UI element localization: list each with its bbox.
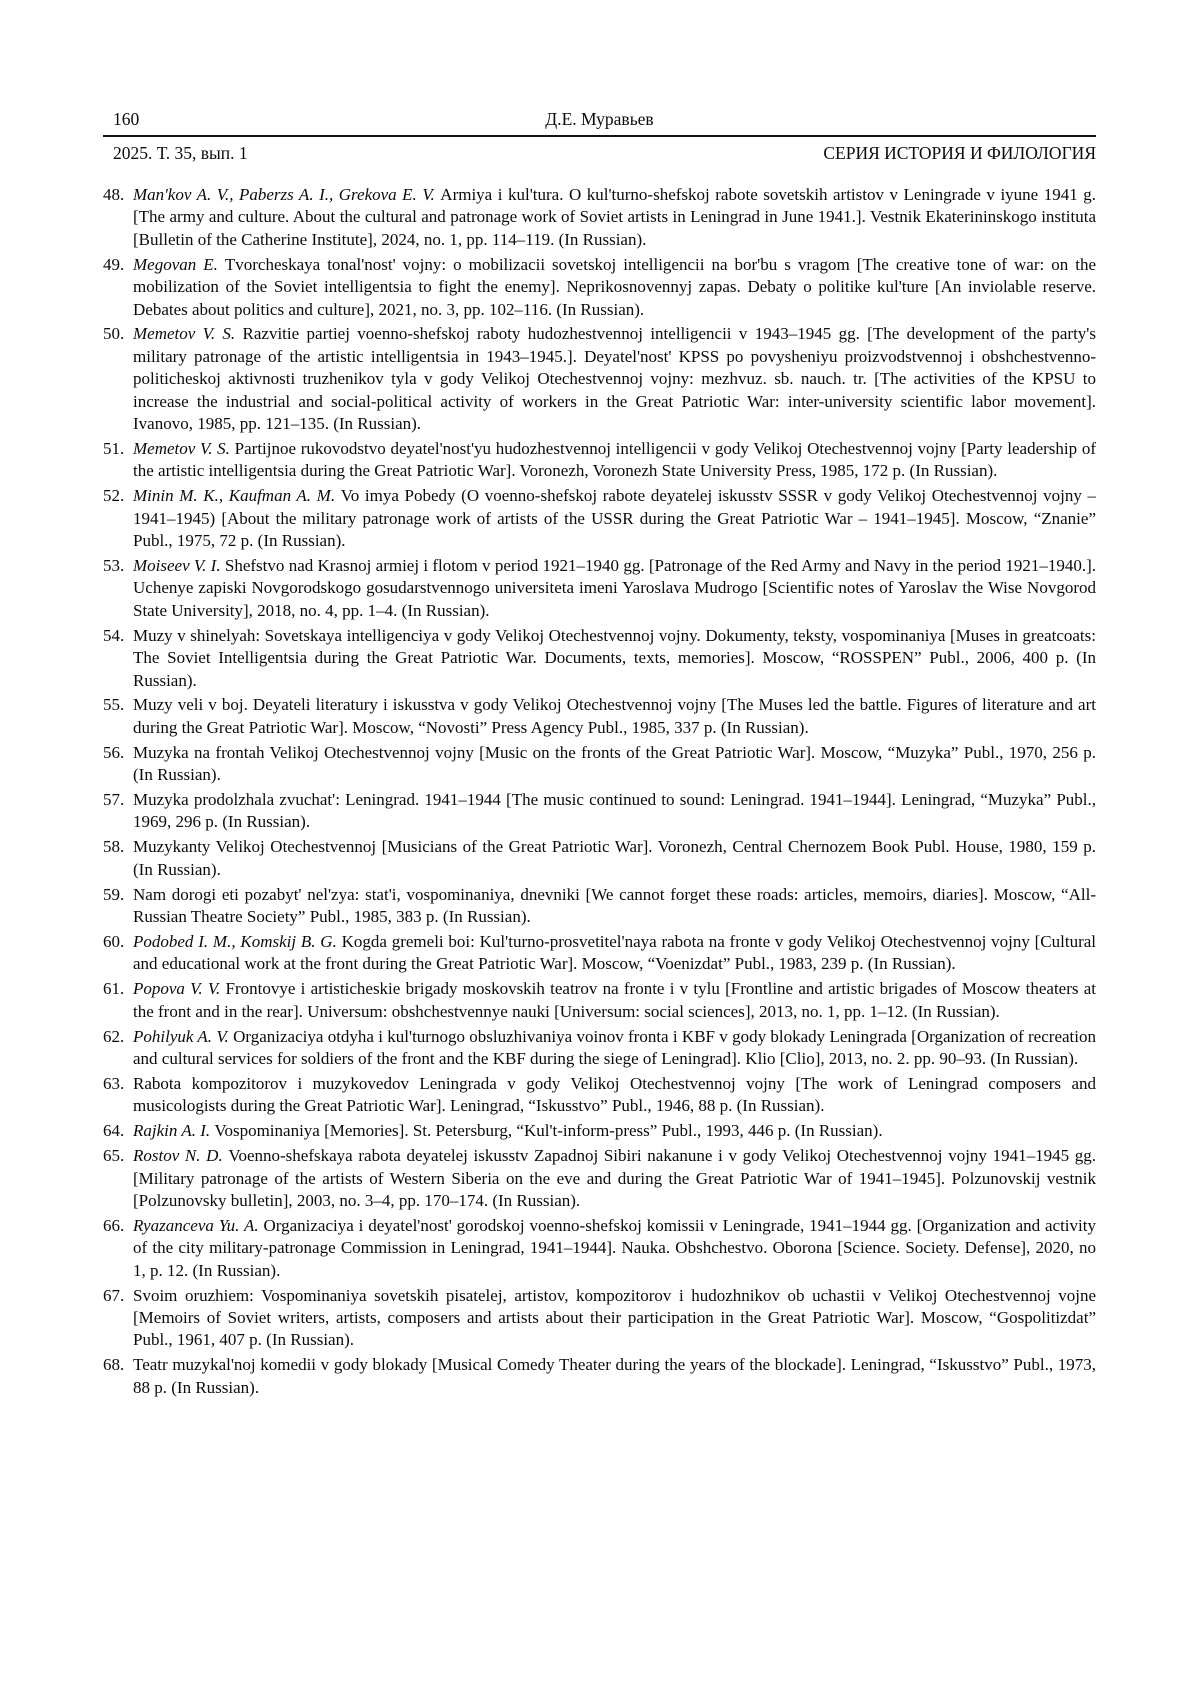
reference-text: Teatr muzykal'noj komedii v gody blokady [Musical Comedy Theater during the years of the blockade]. Leningrad, “Iskusstvo” Publ., 1973, 88 p. (In Russian). — [133, 1355, 1096, 1397]
series-title: СЕРИЯ ИСТОРИЯ И ФИЛОЛОГИЯ — [823, 143, 1096, 163]
reference-number: 65. — [103, 1146, 125, 1166]
running-head-row — [103, 108, 1096, 137]
reference-entry — [103, 836, 1096, 881]
page-number: 160 — [113, 109, 140, 129]
references-list — [103, 184, 1096, 1399]
reference-text: Muzyka na frontah Velikoj Otechestvennoj vojny [Music on the fronts of the Great Patriotic War]. Moscow, “Muzyka” Publ., 1970, 256 p. (In Russian). — [133, 742, 1096, 785]
journal-info-row — [103, 137, 1096, 164]
reference-number: 68. — [103, 1355, 125, 1375]
reference-text: Tvorcheskaya tonal'nost' vojny: o mobilizacii sovetskoj intelligencii na bor'bu s vragom [The creative tone of war: on the mobilization of the Soviet intelligentsia to fight the enemy]. Neprikosnovennyj zapas. Debaty o politike kul'ture [An inviolable reserve. Debates about politics and culture], 2021, no. 3, pp. 102–116. (In Russian). — [133, 254, 1096, 319]
reference-text: Svoim oruzhiem: Vospominaniya sovetskih pisatelej, artistov, kompozitorov i hudozhnikov ob uchastii v Velikoj Otechestvennoj vojne [Memoirs of Soviet writers, artists, composers and artists about their participation in the Great Patriotic War]. Moscow, “Gospolitizdat” Publ., 1961, 407 p. (In Russian). — [133, 1285, 1096, 1350]
reference-entry — [103, 1026, 1096, 1071]
reference-entry — [103, 1215, 1096, 1282]
reference-text: Vo imya Pobedy (O voenno-shefskoj rabote deyatelej iskusstv SSSR v gody Velikoj Otechestvennoj vojny – 1941–1945) [About the military patronage work of artists of the USSR during the Great Patriotic War – 1941–1945]. Moscow, “Znanie” Publ., 1975, 72 p. (In Russian). — [133, 486, 1096, 551]
reference-text: Vospominaniya [Memories]. St. Petersburg, “Kul't-inform-press” Publ., 1993, 446 p. (In Russian). — [214, 1121, 883, 1141]
reference-number: 56. — [103, 742, 125, 762]
running-head-author: Д.Е. Муравьев — [545, 109, 654, 129]
reference-number: 61. — [103, 979, 125, 999]
reference-number: 54. — [103, 625, 125, 645]
reference-text: Nam dorogi eti pozabyt' nel'zya: stat'i, vospominaniya, dnevniki [We cannot forget these roads: articles, memoirs, diaries]. Moscow, “All-Russian Theatre Society” Publ., 1985, 383 p. (In Russian). — [133, 884, 1096, 927]
reference-text: Armiya i kul'tura. O kul'turno-shefskoj rabote sovetskih artistov v Leningrade v iyune 1941 g. [The army and culture. About the cultural and patronage work of Soviet artists in Leningrad in June 1941.]. Vestnik Ekaterininskogo instituta [Bulletin of the Catherine Institute], 2024, no. 1, pp. 114–119. (In Russian). — [133, 185, 1096, 249]
reference-text: Rabota kompozitorov i muzykovedov Leningrada v gody Velikoj Otechestvennoj vojny [The work of Leningrad composers and musicologists during the Great Patriotic War]. Leningrad, “Iskusstvo” Publ., 1946, 88 p. (In Russian). — [133, 1073, 1096, 1116]
reference-text: Organizaciya otdyha i kul'turnogo obsluzhivaniya voinov fronta i KBF v gody blokady Leningrada [Organization of recreation and cultural services for soldiers of the front and the KBF during the siege of Leningrad]. Klio [Clio], 2013, no. 2. pp. 90–93. (In Russian). — [133, 1026, 1096, 1069]
reference-text: Kogda gremeli boi: Kul'turno-prosvetitel'naya rabota na fronte v gody Velikoj Otechestvennoj vojny [Cultural and educational work at the front during the Great Patriotic War]. Moscow, “Voenizdat” Publ., 1983, 239 p. (In Russian). — [133, 932, 1097, 974]
reference-number: 63. — [103, 1073, 125, 1093]
reference-text: Muzykanty Velikoj Otechestvennoj [Musicians of the Great Patriotic War]. Voronezh, Central Chernozem Book Publ. House, 1980, 159 p. (In Russian). — [133, 837, 1096, 879]
reference-authors: Minin M. K., Kaufman A. M. — [133, 486, 341, 506]
reference-entry — [103, 1285, 1096, 1352]
reference-authors: Rajkin A. I. — [133, 1121, 215, 1141]
reference-entry — [103, 1354, 1096, 1399]
reference-authors: Pohilyuk A. V. — [133, 1026, 234, 1046]
reference-number: 62. — [103, 1026, 125, 1046]
reference-number: 58. — [103, 837, 125, 857]
reference-number: 66. — [103, 1215, 125, 1235]
reference-entry — [103, 1073, 1096, 1118]
reference-entry — [103, 254, 1096, 321]
reference-entry — [103, 184, 1096, 251]
page-header — [103, 108, 1096, 164]
reference-number: 64. — [103, 1121, 125, 1141]
reference-authors: Ryazanceva Yu. A. — [133, 1215, 264, 1235]
reference-entry — [103, 485, 1096, 552]
reference-authors: Rostov N. D. — [133, 1146, 229, 1166]
reference-entry — [103, 438, 1096, 483]
reference-authors: Memetov V. S. — [133, 324, 243, 344]
reference-authors: Moiseev V. I. — [133, 556, 225, 575]
reference-text: Shefstvo nad Krasnoj armiej i flotom v period 1921–1940 gg. [Patronage of the Red Army and Navy in the period 1921–1940.]. Uchenye zapiski Novgorodskogo gosudarstvennogo universiteta imeni Yaroslava Mudrogo [Scientific notes of Yaroslav the Wise Novgorod State University], 2018, no. 4, pp. 1–4. (In Russian). — [133, 556, 1096, 620]
reference-number: 48. — [103, 185, 125, 204]
reference-entry — [103, 555, 1096, 622]
reference-text: Muzyka prodolzhala zvuchat': Leningrad. 1941–1944 [The music continued to sound: Leningrad. 1941–1944]. Leningrad, “Muzyka” Publ., 1969, 296 p. (In Russian). — [133, 790, 1096, 832]
reference-entry — [103, 323, 1096, 435]
reference-entry — [103, 978, 1096, 1023]
reference-entry — [103, 742, 1096, 787]
reference-entry — [103, 1120, 1096, 1142]
reference-text: Frontovye i artisticheskie brigady moskovskih teatrov na fronte i v tylu [Frontline and artistic brigades of Moscow theaters at the front and in the rear]. Universum: obshchestvennye nauki [Universum: social sciences], 2013, no. 1, pp. 1–12. (In Russian). — [133, 979, 1096, 1021]
reference-authors: Megovan E. — [133, 254, 225, 274]
reference-entry — [103, 931, 1096, 976]
reference-text: Voenno-shefskaya rabota deyatelej iskusstv Zapadnoj Sibiri nakanune i v gody Velikoj Otechestvennoj vojny 1941–1945 gg. [Military patronage of the artists of Western Siberia on the eve and during the Great Patriotic War of 1941–1945]. Polzunovskij vestnik [Polzunovsky bulletin], 2003, no. 3–4, pp. 170–174. (In Russian). — [133, 1146, 1096, 1210]
reference-authors: Popova V. V. — [133, 979, 226, 999]
reference-entry — [103, 694, 1096, 739]
reference-number: 67. — [103, 1285, 125, 1305]
reference-authors: Man'kov A. V., Paberzs A. I., Grekova E. V. — [133, 185, 441, 204]
volume-issue: 2025. Т. 35, вып. 1 — [113, 143, 248, 163]
reference-entry — [103, 1145, 1096, 1212]
reference-text: Razvitie partiej voenno-shefskoj raboty hudozhestvennoj intelligencii v 1943–1945 gg. [The development of the party's military patronage of the artistic intelligentsia in 1943–1945.]. Deyatel'nost' KPSS po povysheniyu proizvodstvennoj i obshchestvenno-politicheskoj aktivnosti truzhenikov tyla v gody Velikoj Otechestvennoj vojny: mezhvuz. sb. nauch. tr. [The activities of the KPSU to increase the industrial and social-political activity of workers in the Great Patriotic War: inter-university scientific labor movement]. Ivanovo, 1985, pp. 121–135. (In Russian). — [133, 324, 1096, 434]
reference-number: 52. — [103, 486, 125, 506]
reference-entry — [103, 884, 1096, 929]
reference-number: 60. — [103, 932, 125, 951]
reference-entry — [103, 789, 1096, 834]
reference-text: Partijnoe rukovodstvo deyatel'nost'yu hudozhestvennoj intelligencii v gody Velikoj Otechestvennoj vojny [Party leadership of the artistic intelligentsia during the Great Patriotic War]. Voronezh, Voronezh State University Press, 1985, 172 p. (In Russian). — [133, 438, 1096, 481]
reference-authors: Memetov V. S. — [133, 438, 235, 458]
reference-number: 51. — [103, 438, 125, 458]
reference-number: 53. — [103, 556, 125, 575]
reference-number: 55. — [103, 695, 125, 715]
reference-number: 57. — [103, 790, 125, 810]
reference-entry — [103, 625, 1096, 692]
reference-authors: Podobed I. M., Komskij B. G. — [133, 932, 342, 951]
reference-text: Organizaciya i deyatel'nost' gorodskoj voenno-shefskoj komissii v Leningrade, 1941–1944 gg. [Organization and activity of the city military-patronage Commission in Leningrad, 1941–1944]. Nauka. Obshchestvo. Oborona [Science. Society. Defense], 2020, no 1, p. 12. (In Russian). — [133, 1215, 1096, 1280]
reference-number: 50. — [103, 324, 125, 344]
reference-number: 49. — [103, 254, 125, 274]
reference-text: Muzy v shinelyah: Sovetskaya intelligenciya v gody Velikoj Otechestvennoj vojny. Dokumenty, teksty, vospominaniya [Muses in greatcoats: The Soviet Intelligentsia during the Great Patriotic War. Documents, texts, memories]. Moscow, “ROSSPEN” Publ., 2006, 400 p. (In Russian). — [133, 625, 1096, 690]
reference-number: 59. — [103, 884, 125, 904]
reference-text: Muzy veli v boj. Deyateli literatury i iskusstva v gody Velikoj Otechestvennoj vojny [The Muses led the battle. Figures of literature and art during the Great Patriotic War]. Moscow, “Novosti” Press Agency Publ., 1985, 337 p. (In Russian). — [133, 695, 1096, 737]
